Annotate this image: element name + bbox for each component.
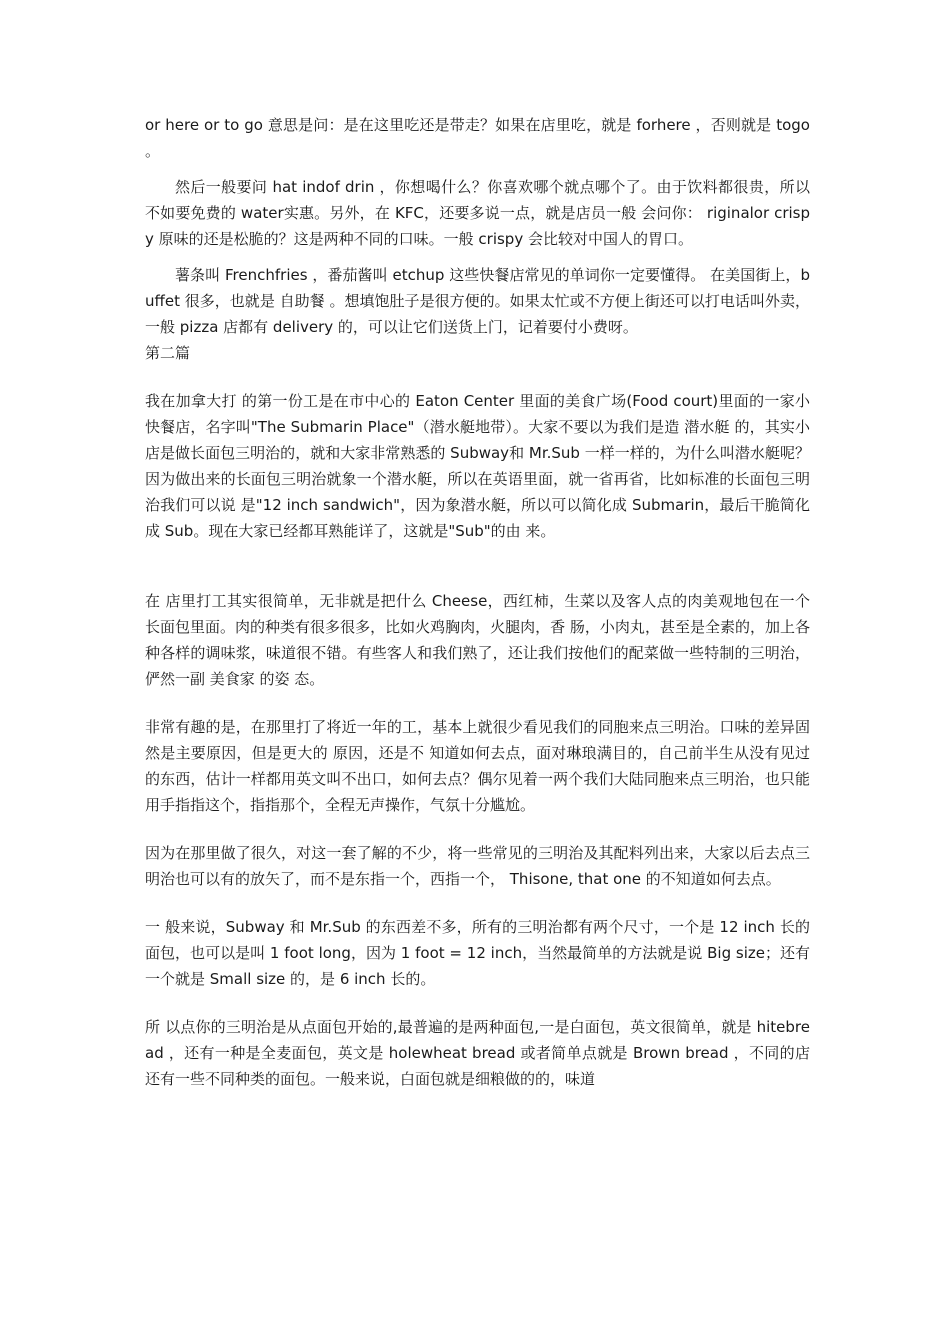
paragraph-sizes: 一 般来说，Subway 和 Mr.Sub 的东西差不多，所有的三明治都有两个尺寸，一个是 12 inch 长的面包，也可以是叫 1 foot long，因为 1 foot = 12 inch，当然最简单的方法就是说 Big size；还有一个就是 Small size 的，是 6 inch 长的。 bbox=[145, 918, 810, 988]
paragraph-list-sandwiches: 因为在那里做了很久，对这一套了解的不少，将一些常见的三明治及其配料列出来，大家以后去点三明治也可以有的放矢了，而不是东指一个，西指一个， Thisone, that one 的不知道如何去点。 bbox=[145, 844, 810, 888]
paragraph-submarine-place: 我在加拿大打 的第一份工是在市中心的 Eaton Center 里面的美食广场(Food court)里面的一家小快餐店，名字叫"The Submarin Place"（潜水艇地带）。大家不要以为我们是造 潜水艇 的，其实小店是做长面包三明治的，就和大家非常熟悉的 Subway和 Mr.Sub 一样一样的，为什么叫潜水艇呢？因为做出来的长面包三明治就象一个潜水艇，所以在英语里面，就一省再省，比如标准的长面包三明治我们可以说 是"12 inch sandwich"，因为象潜水艇，所以可以简化成 Submarin，最后干脆简化成 Sub。现在大家已经都耳熟能详了，这就是"Sub"的由 来。 bbox=[145, 392, 810, 540]
paragraph-fries-ketchup: 薯条叫 Frenchfries ，番茄酱叫 etchup 这些快餐店常见的单词你一定要懂得。 在美国街上，buffet 很多，也就是 自助餐 。想填饱肚子是很方便的。如果太忙或不方便上街还可以打电话叫外卖，一般 pizza 店都有 delivery 的，可以让它们送货上门，记着要付小费呀。 bbox=[145, 266, 810, 336]
paragraph-drinks: 然后一般要问 hat indof drin ，你想喝什么？你喜欢哪个就点哪个了。由于饮料都很贵，所以不如要免费的 water实惠。另外，在 KFC，还要多说一点，就是店员一般 会问你： riginalor crispy 原味的还是松脆的？这是两种不同的口味。一般 crispy 会比较对中国人的胃口。 bbox=[145, 178, 810, 248]
paragraph-work-simple: 在 店里打工其实很简单，无非就是把什么 Cheese，西红柿，生菜以及客人点的肉美观地包在一个长面包里面。肉的种类有很多很多，比如火鸡胸肉，火腿肉，香 肠，小肉丸，甚至是全素的，加上各种各样的调味浆，味道很不错。有些客人和我们熟了，还让我们按他们的配菜做一些特制的三明治，俨然一副 美食家 的姿 态。 bbox=[145, 592, 810, 688]
document-page bbox=[145, 112, 810, 1092]
paragraph-compatriots: 非常有趣的是，在那里打了将近一年的工，基本上就很少看见我们的同胞来点三明治。口味的差异固然是主要原因，但是更大的 原因，还是不 知道如何去点，面对琳琅满目的，自己前半生从没有见过的东西，估计一样都用英文叫不出口，如何去点？偶尔见着一两个我们大陆同胞来点三明治，也只能用手指指这个，指指那个，全程无声操作，气氛十分尴尬。 bbox=[145, 718, 810, 814]
section-heading: 第二篇 bbox=[145, 344, 191, 362]
paragraph-for-here-or-to-go: or here or to go 意思是问：是在这里吃还是带走？如果在店里吃，就是 forhere ，否则就是 togo 。 bbox=[145, 116, 810, 160]
paragraph-bread: 所 以点你的三明治是从点面包开始的,最普遍的是两种面包,一是白面包，英文很简单，就是 hitebread ，还有一种是全麦面包，英文是 holewheat bread 或者简单点就是 Brown bread ，不同的店还有一些不同种类的面包。一般来说，白面包就是细粮做的的，味道 bbox=[145, 1018, 810, 1088]
